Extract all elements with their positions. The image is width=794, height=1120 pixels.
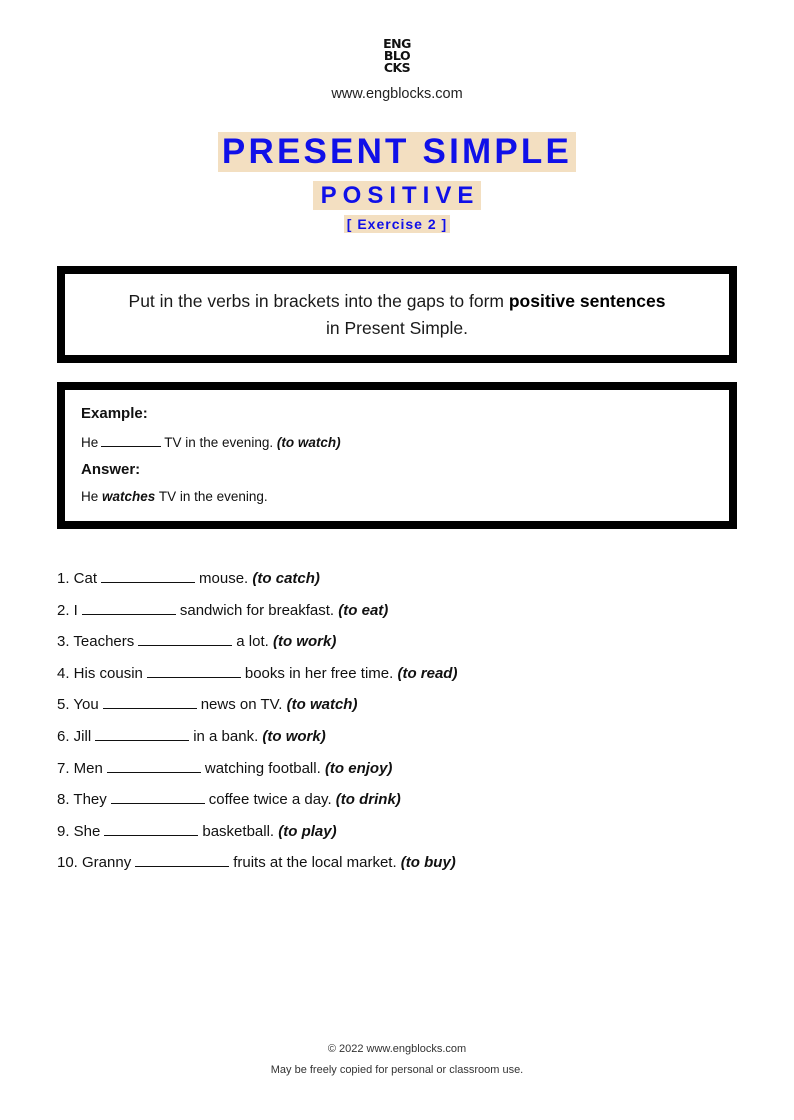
exercise-prefix: 4. His cousin (57, 664, 143, 682)
exercise-item (57, 724, 737, 756)
example-sentence (81, 434, 341, 450)
exercise-rest: books in her free time. (244, 664, 394, 682)
exercise-rest: mouse. (199, 570, 249, 587)
answer-blank[interactable] (103, 692, 197, 709)
exercise-number: [ Exercise 2 ] (344, 215, 450, 233)
example-box (57, 382, 737, 529)
verb-hint: (to play) (278, 822, 337, 840)
exercise-prefix: 7. Men (57, 759, 103, 777)
exercise-prefix: 6. Jill (57, 727, 92, 745)
page-subtitle: POSITIVE (313, 181, 482, 210)
exercise-rest: in a bank. (193, 727, 259, 745)
example-label: Example: (81, 405, 148, 422)
title-wrap (0, 132, 794, 172)
exercise-list (57, 566, 737, 882)
exercise-item (57, 661, 737, 693)
exercise-item (57, 566, 737, 598)
exercise-prefix: 8. They (57, 791, 107, 809)
answer-blank[interactable] (107, 756, 201, 773)
engblocks-logo (0, 38, 794, 74)
exercise-rest: coffee twice a day. (208, 791, 332, 809)
exercise-rest: sandwich for breakfast. (179, 601, 335, 619)
exercise-prefix: 1. Cat (57, 570, 98, 587)
verb-hint: (to catch) (252, 570, 320, 587)
answer-blank[interactable] (95, 724, 189, 741)
exercise-item (57, 598, 737, 630)
verb-hint: (to eat) (338, 601, 389, 619)
verb-hint: (to buy) (400, 854, 456, 872)
verb-hint: (to work) (272, 633, 337, 651)
instructions-line-1 (65, 288, 729, 315)
answer-blank[interactable] (104, 819, 198, 836)
instructions-bold: positive sentences (508, 290, 666, 311)
exercise-prefix: 5. You (57, 696, 99, 714)
exercise-item (57, 629, 737, 661)
instructions-box (57, 266, 737, 363)
exercise-rest: news on TV. (200, 696, 283, 714)
verb-hint: (to read) (397, 664, 458, 682)
exercise-rest: basketball. (202, 822, 275, 840)
example-after: TV in the evening. (164, 435, 274, 450)
answer-blank[interactable] (111, 787, 205, 804)
logo-line-1: ENG (383, 36, 411, 51)
exercise-label-wrap (0, 215, 794, 234)
answer-blank[interactable] (135, 850, 229, 867)
exercise-item (57, 850, 737, 882)
exercise-prefix: 2. I (57, 601, 78, 619)
answer-word: watches (102, 489, 156, 504)
exercise-item (57, 756, 737, 788)
answer-after: TV in the evening. (158, 489, 268, 504)
page-title: PRESENT SIMPLE (218, 132, 576, 172)
logo-line-2: BLO (383, 48, 411, 63)
exercise-item (57, 819, 737, 851)
instructions-line-2: in Present Simple. (325, 317, 468, 338)
exercise-item (57, 787, 737, 819)
verb-hint: (to watch) (286, 696, 358, 714)
exercise-prefix: 10. Granny (57, 854, 132, 872)
instructions-text: Put in the verbs in brackets into the gaps to form (128, 290, 509, 311)
answer-blank[interactable] (82, 598, 176, 615)
answer-blank[interactable] (147, 661, 241, 678)
answer-sentence (81, 489, 268, 504)
answer-blank[interactable] (101, 566, 195, 583)
answer-label: Answer: (81, 461, 141, 478)
exercise-item (57, 692, 737, 724)
footer-license: May be freely copied for personal or classroom use. (270, 1064, 524, 1076)
example-blank (101, 434, 161, 447)
exercise-prefix: 3. Teachers (57, 633, 135, 651)
example-hint: (to watch) (276, 435, 341, 450)
exercise-prefix: 9. She (57, 822, 101, 840)
exercise-rest: fruits at the local market. (233, 854, 397, 872)
answer-blank[interactable] (138, 629, 232, 646)
example-before: He (81, 435, 99, 450)
subtitle-wrap (0, 181, 794, 210)
exercise-rest: a lot. (236, 633, 269, 651)
logo-line-3: CKS (383, 60, 411, 75)
verb-hint: (to work) (262, 727, 326, 745)
verb-hint: (to enjoy) (324, 759, 393, 777)
exercise-rest: watching football. (204, 759, 321, 777)
answer-before: He (81, 489, 99, 504)
site-url[interactable]: www.engblocks.com (331, 86, 463, 102)
verb-hint: (to drink) (335, 791, 401, 809)
footer-copyright: © 2022 www.engblocks.com (327, 1043, 467, 1055)
